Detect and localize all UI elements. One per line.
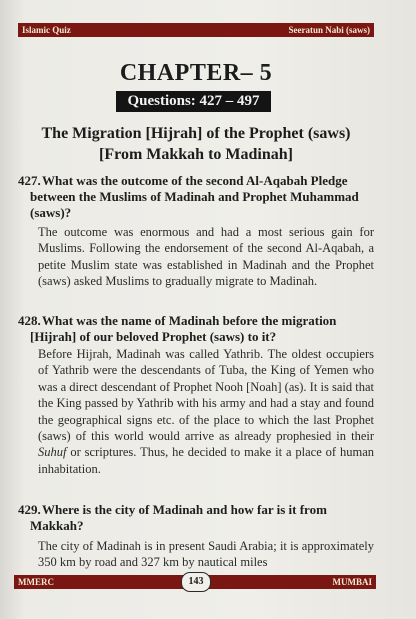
section-title — [18, 123, 374, 165]
section-title-line-2: [From Makkah to Madinah] — [99, 146, 293, 163]
answer-text: Before Hijrah, Madinah was called Yathrib. The oldest occupiers of Yathrib were the descendants of Tuba, the King of Yemen who was a direct descendant of Prophet Nooh [Noah] (as). It is said that the King passed by Yathrib with his army and had a stay and found the geographical signs etc. of the place to which the last Prophet (saws) of this world would arrive as already prophesied in their — [38, 347, 374, 444]
chapter-heading: CHAPTER– 5 — [119, 60, 273, 86]
footer-right: MUMBAI — [332, 577, 372, 587]
question-number: 427. — [18, 173, 41, 188]
footer-left: MMERC — [18, 577, 54, 587]
question-number: 429. — [18, 502, 41, 517]
question-429 — [18, 502, 378, 534]
answer-text-end: or scriptures. Thus, he decided to make it a place of human inhabitation. — [38, 445, 374, 476]
question-text: What was the outcome of the second Al-Aqabah Pledge between the Muslims of Madinah and Prophet Muhammad (saws)? — [30, 173, 359, 220]
header-left: Islamic Quiz — [22, 25, 71, 35]
running-header — [18, 23, 374, 37]
question-428 — [18, 313, 378, 345]
answer-italic-term: Suhuf — [38, 445, 67, 460]
answer-428 — [38, 346, 374, 477]
question-text: What was the name of Madinah before the migration [Hijrah] of our beloved Prophet (saws) to it? — [30, 313, 337, 344]
question-number: 428. — [18, 313, 41, 328]
header-right: Seeratun Nabi (saws) — [288, 25, 370, 35]
question-427 — [18, 173, 378, 221]
answer-429: The city of Madinah is in present Saudi Arabia; it is approximately 350 km by road and 327 km by nautical miles — [38, 539, 374, 570]
answer-427: The outcome was enormous and had a most serious gain for Muslims. Following the endorsement of the second Al-Aqabah, a petite Muslim state was established in Madinah and the Prophet (saws) asked Muslims to gradually migrate to Madinah. — [38, 225, 374, 289]
question-text: Where is the city of Madinah and how far is it from Makkah? — [30, 502, 327, 533]
questions-range-label: Questions: 427 – 497 — [116, 91, 271, 112]
page-number: 143 — [181, 572, 211, 592]
section-title-line-1: The Migration [Hijrah] of the Prophet (saws) — [41, 125, 351, 142]
